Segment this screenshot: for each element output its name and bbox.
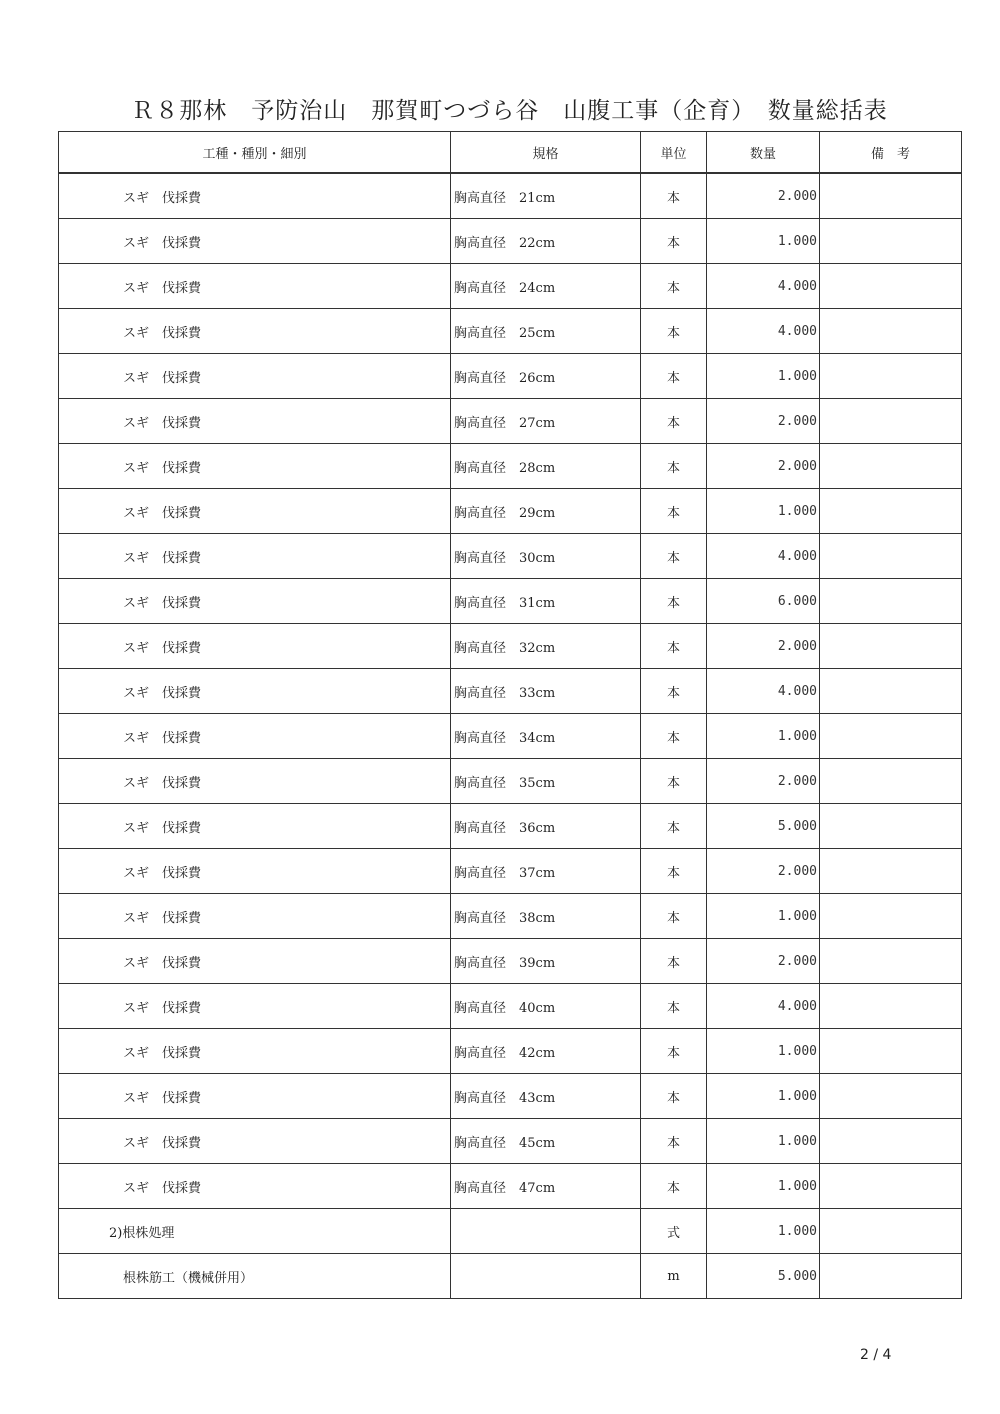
cell-name: スギ 伐採費 xyxy=(59,264,451,309)
table-row xyxy=(59,173,962,219)
cell-qty: 1.000 xyxy=(707,1074,820,1119)
cell-name: スギ 伐採費 xyxy=(59,714,451,759)
cell-unit: 本 xyxy=(641,173,707,219)
cell-spec: 胸高直径 36cm xyxy=(451,804,641,849)
cell-spec: 胸高直径 27cm xyxy=(451,399,641,444)
table-row xyxy=(59,804,962,849)
cell-note xyxy=(820,804,962,849)
table-row xyxy=(59,1164,962,1209)
cell-unit: 本 xyxy=(641,354,707,399)
table-row xyxy=(59,1074,962,1119)
table-row xyxy=(59,1119,962,1164)
cell-spec: 胸高直径 34cm xyxy=(451,714,641,759)
cell-unit: 本 xyxy=(641,489,707,534)
table-row xyxy=(59,849,962,894)
cell-qty: 2.000 xyxy=(707,624,820,669)
cell-qty: 1.000 xyxy=(707,1209,820,1254)
cell-qty: 4.000 xyxy=(707,984,820,1029)
cell-unit: 本 xyxy=(641,624,707,669)
cell-name: スギ 伐採費 xyxy=(59,759,451,804)
cell-spec: 胸高直径 22cm xyxy=(451,219,641,264)
cell-unit: 本 xyxy=(641,444,707,489)
cell-spec: 胸高直径 32cm xyxy=(451,624,641,669)
cell-unit: 本 xyxy=(641,1164,707,1209)
cell-unit: m xyxy=(641,1254,707,1299)
cell-qty: 1.000 xyxy=(707,1119,820,1164)
cell-qty: 1.000 xyxy=(707,1164,820,1209)
table-row xyxy=(59,1029,962,1074)
cell-note xyxy=(820,399,962,444)
cell-qty: 2.000 xyxy=(707,849,820,894)
header-qty: 数量 xyxy=(707,132,820,174)
cell-unit: 本 xyxy=(641,804,707,849)
table-row xyxy=(59,399,962,444)
cell-qty: 2.000 xyxy=(707,939,820,984)
cell-unit: 本 xyxy=(641,894,707,939)
cell-unit: 本 xyxy=(641,579,707,624)
cell-note xyxy=(820,579,962,624)
cell-name: スギ 伐採費 xyxy=(59,1164,451,1209)
cell-name: スギ 伐採費 xyxy=(59,1119,451,1164)
table-row xyxy=(59,219,962,264)
cell-note xyxy=(820,1254,962,1299)
table-row xyxy=(59,714,962,759)
cell-qty: 1.000 xyxy=(707,219,820,264)
cell-note xyxy=(820,759,962,804)
cell-note xyxy=(820,669,962,714)
cell-unit: 本 xyxy=(641,939,707,984)
cell-name: スギ 伐採費 xyxy=(59,354,451,399)
cell-name: スギ 伐採費 xyxy=(59,399,451,444)
cell-note xyxy=(820,534,962,579)
cell-spec: 胸高直径 28cm xyxy=(451,444,641,489)
cell-name: スギ 伐採費 xyxy=(59,1074,451,1119)
cell-unit: 本 xyxy=(641,669,707,714)
cell-unit: 本 xyxy=(641,1119,707,1164)
cell-note xyxy=(820,849,962,894)
table-row xyxy=(59,264,962,309)
cell-spec: 胸高直径 21cm xyxy=(451,173,641,219)
cell-unit: 本 xyxy=(641,849,707,894)
cell-unit: 本 xyxy=(641,399,707,444)
cell-name: スギ 伐採費 xyxy=(59,173,451,219)
cell-name: スギ 伐採費 xyxy=(59,804,451,849)
table-row xyxy=(59,939,962,984)
cell-qty: 5.000 xyxy=(707,1254,820,1299)
cell-name: スギ 伐採費 xyxy=(59,984,451,1029)
table-row xyxy=(59,894,962,939)
cell-unit: 式 xyxy=(641,1209,707,1254)
cell-spec: 胸高直径 30cm xyxy=(451,534,641,579)
cell-note xyxy=(820,309,962,354)
cell-note xyxy=(820,624,962,669)
cell-spec: 胸高直径 31cm xyxy=(451,579,641,624)
cell-name: 2)根株処理 xyxy=(59,1209,451,1254)
table-row xyxy=(59,669,962,714)
cell-spec: 胸高直径 40cm xyxy=(451,984,641,1029)
cell-unit: 本 xyxy=(641,759,707,804)
table-row xyxy=(59,444,962,489)
cell-note xyxy=(820,1074,962,1119)
cell-name: スギ 伐採費 xyxy=(59,894,451,939)
cell-qty: 2.000 xyxy=(707,399,820,444)
cell-name: スギ 伐採費 xyxy=(59,669,451,714)
cell-spec: 胸高直径 35cm xyxy=(451,759,641,804)
header-note: 備 考 xyxy=(820,132,962,174)
cell-unit: 本 xyxy=(641,264,707,309)
cell-name: スギ 伐採費 xyxy=(59,1029,451,1074)
cell-spec: 胸高直径 29cm xyxy=(451,489,641,534)
cell-qty: 4.000 xyxy=(707,264,820,309)
cell-note xyxy=(820,489,962,534)
cell-qty: 4.000 xyxy=(707,534,820,579)
table-row xyxy=(59,759,962,804)
table-row xyxy=(59,354,962,399)
table-row xyxy=(59,624,962,669)
header-spec: 規格 xyxy=(451,132,641,174)
cell-spec: 胸高直径 43cm xyxy=(451,1074,641,1119)
cell-name: スギ 伐採費 xyxy=(59,579,451,624)
header-name: 工種・種別・細別 xyxy=(59,132,451,174)
cell-spec: 胸高直径 25cm xyxy=(451,309,641,354)
cell-note xyxy=(820,444,962,489)
cell-note xyxy=(820,939,962,984)
cell-name: スギ 伐採費 xyxy=(59,219,451,264)
cell-qty: 4.000 xyxy=(707,669,820,714)
cell-note xyxy=(820,354,962,399)
cell-unit: 本 xyxy=(641,714,707,759)
cell-name: スギ 伐採費 xyxy=(59,444,451,489)
table-row xyxy=(59,579,962,624)
cell-qty: 6.000 xyxy=(707,579,820,624)
cell-spec: 胸高直径 33cm xyxy=(451,669,641,714)
cell-name: スギ 伐採費 xyxy=(59,534,451,579)
cell-note xyxy=(820,1164,962,1209)
table-row xyxy=(59,309,962,354)
table-row xyxy=(59,1254,962,1299)
cell-qty: 5.000 xyxy=(707,804,820,849)
cell-qty: 4.000 xyxy=(707,309,820,354)
cell-name: スギ 伐採費 xyxy=(59,624,451,669)
cell-unit: 本 xyxy=(641,1029,707,1074)
header-unit: 単位 xyxy=(641,132,707,174)
table-row xyxy=(59,534,962,579)
cell-note xyxy=(820,173,962,219)
cell-qty: 2.000 xyxy=(707,173,820,219)
cell-spec: 胸高直径 42cm xyxy=(451,1029,641,1074)
cell-spec: 胸高直径 47cm xyxy=(451,1164,641,1209)
cell-unit: 本 xyxy=(641,1074,707,1119)
table-row xyxy=(59,1209,962,1254)
cell-qty: 2.000 xyxy=(707,444,820,489)
cell-note xyxy=(820,1119,962,1164)
cell-unit: 本 xyxy=(641,984,707,1029)
cell-note xyxy=(820,984,962,1029)
table-row xyxy=(59,984,962,1029)
cell-spec: 胸高直径 26cm xyxy=(451,354,641,399)
cell-qty: 1.000 xyxy=(707,894,820,939)
table-header-row xyxy=(59,132,962,174)
cell-spec: 胸高直径 37cm xyxy=(451,849,641,894)
cell-qty: 1.000 xyxy=(707,1029,820,1074)
cell-qty: 1.000 xyxy=(707,714,820,759)
cell-name: スギ 伐採費 xyxy=(59,489,451,534)
cell-spec: 胸高直径 39cm xyxy=(451,939,641,984)
cell-unit: 本 xyxy=(641,219,707,264)
cell-name: スギ 伐採費 xyxy=(59,849,451,894)
cell-unit: 本 xyxy=(641,534,707,579)
cell-qty: 1.000 xyxy=(707,354,820,399)
cell-qty: 2.000 xyxy=(707,759,820,804)
cell-spec: 胸高直径 45cm xyxy=(451,1119,641,1164)
table-row xyxy=(59,489,962,534)
page-number: 2 / 4 xyxy=(860,1347,892,1363)
document-title: Ｒ８那林 予防治山 那賀町つづら谷 山腹工事（企育） 数量総括表 xyxy=(131,98,888,124)
cell-note xyxy=(820,1209,962,1254)
cell-name: スギ 伐採費 xyxy=(59,939,451,984)
cell-note xyxy=(820,1029,962,1074)
cell-note xyxy=(820,219,962,264)
cell-name: 根株筋工（機械併用） xyxy=(59,1254,451,1299)
cell-note xyxy=(820,714,962,759)
cell-spec xyxy=(451,1209,641,1254)
cell-note xyxy=(820,894,962,939)
cell-spec: 胸高直径 24cm xyxy=(451,264,641,309)
cell-name: スギ 伐採費 xyxy=(59,309,451,354)
cell-qty: 1.000 xyxy=(707,489,820,534)
cell-unit: 本 xyxy=(641,309,707,354)
quantity-summary-table xyxy=(58,131,962,1299)
cell-spec: 胸高直径 38cm xyxy=(451,894,641,939)
cell-note xyxy=(820,264,962,309)
cell-spec xyxy=(451,1254,641,1299)
